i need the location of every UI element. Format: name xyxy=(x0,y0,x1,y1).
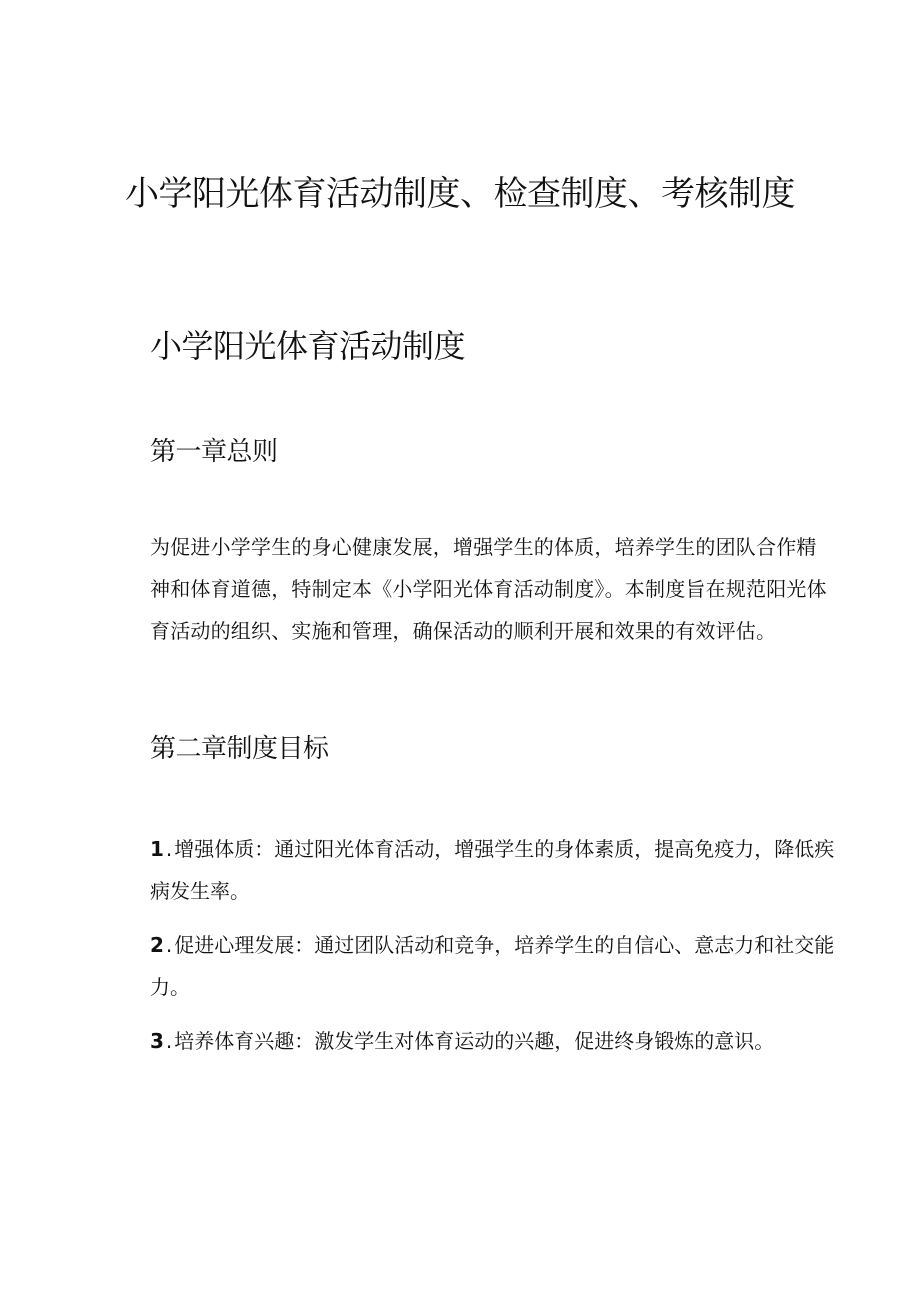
chapter-1-paragraph-text: 为促进小学学生的身心健康发展，增强学生的体质，培养学生的团队合作精神和体育道德，特制定本《小学阳光体育活动制度》。本制度旨在规范阳光体育活动的组织、实施和管理，确保活动的顺利开展和效果的有效评估。 xyxy=(150,535,827,643)
list-item-number: 3 xyxy=(150,1029,164,1053)
list-item-text: 促进心理发展：通过团队活动和竞争，培养学生的自信心、意志力和社交能力。 xyxy=(150,933,835,999)
chapter-1-paragraph xyxy=(150,526,830,652)
list-item xyxy=(150,1020,840,1062)
list-item-number: 2 xyxy=(150,933,164,957)
list-item-separator: . xyxy=(165,933,173,957)
chapter-1-heading: 第一章总则 xyxy=(150,437,278,467)
chapter-2-heading: 第二章制度目标 xyxy=(150,734,329,764)
document-title: 小学阳光体育活动制度、检查制度、考核制度 xyxy=(125,174,795,214)
list-item-separator: . xyxy=(165,837,173,861)
goals-list xyxy=(150,828,840,1074)
list-item-text: 培养体育兴趣：激发学生对体育运动的兴趣，促进终身锻炼的意识。 xyxy=(174,1029,775,1053)
list-item xyxy=(150,924,840,1008)
list-item-separator: . xyxy=(165,1029,173,1053)
list-item-number: 1 xyxy=(150,837,164,861)
section-title: 小学阳光体育活动制度 xyxy=(150,327,466,365)
list-item xyxy=(150,828,840,912)
list-item-text: 增强体质：通过阳光体育活动，增强学生的身体素质，提高免疫力，降低疾病发生率。 xyxy=(150,837,835,903)
